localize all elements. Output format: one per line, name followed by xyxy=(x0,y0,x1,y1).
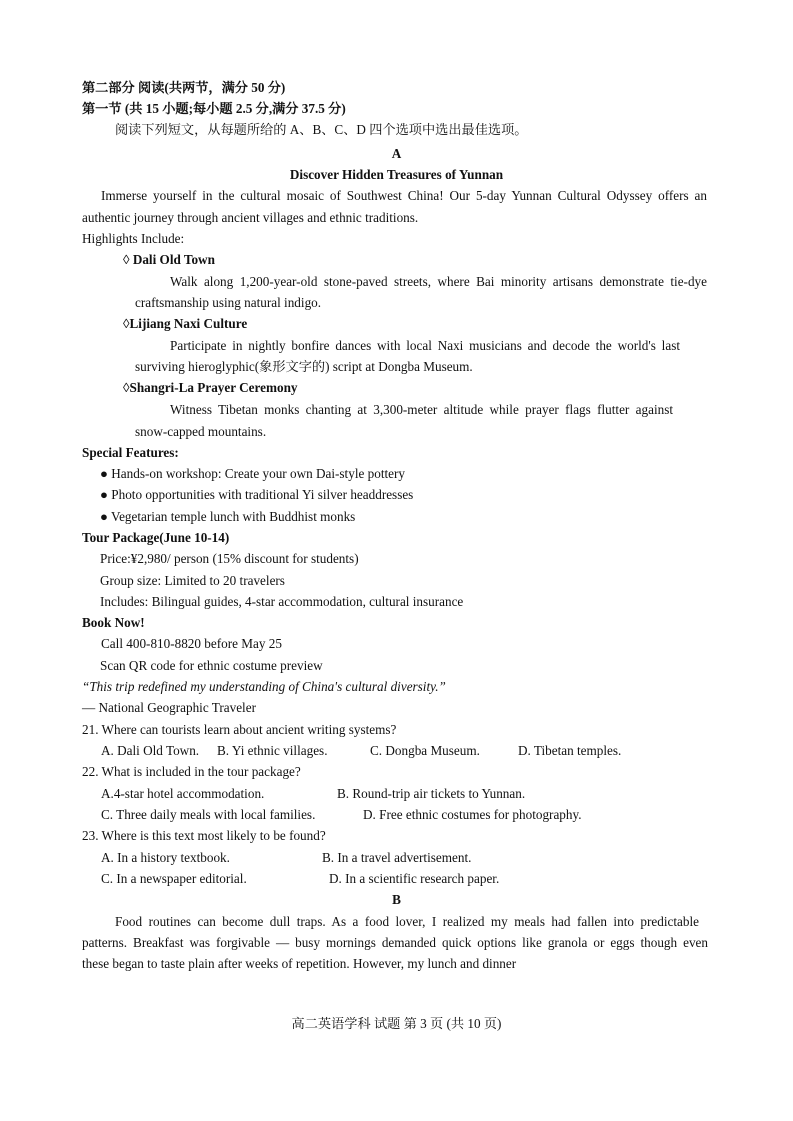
book-now-label: Book Now! xyxy=(82,615,145,630)
question-22-option-d: D. Free ethnic costumes for photography. xyxy=(363,807,582,822)
passage-a-intro-line-2: authentic journey through ancient villages and ethnic traditions. xyxy=(82,210,419,225)
passage-a-letter: A xyxy=(391,146,402,161)
highlight-title-lijiang: ◊Lijiang Naxi Culture xyxy=(123,316,248,331)
testimonial-quote: “This trip redefined my understanding of China's cultural diversity.” xyxy=(82,679,446,694)
book-scan-qr: Scan QR code for ethnic costume preview xyxy=(100,658,323,673)
question-22-stem: 22. What is included in the tour package? xyxy=(82,764,301,779)
instruction: 阅读下列短文，从每题所给的 A、B、C、D 四个选项中选出最佳选项。 xyxy=(115,122,528,137)
tour-package-group-size: Group size: Limited to 20 travelers xyxy=(100,573,285,588)
question-23-stem: 23. Where is this text most likely to be found? xyxy=(82,828,326,843)
tour-package-label: Tour Package(June 10-14) xyxy=(82,530,230,545)
testimonial-source: — National Geographic Traveler xyxy=(82,700,256,715)
highlight-dali-line-2: craftsmanship using natural indigo. xyxy=(135,295,322,310)
tour-package-includes: Includes: Bilingual guides, 4-star accommodation, cultural insurance xyxy=(100,594,464,609)
passage-b-line-2: patterns. Breakfast was forgivable — busy mornings demanded quick options like granola or eggs though even xyxy=(82,935,708,950)
question-22-option-b: B. Round-trip air tickets to Yunnan. xyxy=(337,786,526,801)
passage-a-title: Discover Hidden Treasures of Yunnan xyxy=(289,167,504,182)
question-23-option-c: C. In a newspaper editorial. xyxy=(101,871,247,886)
special-feature-item: ● Vegetarian temple lunch with Buddhist monks xyxy=(100,509,356,524)
question-22-option-a: A.4-star hotel accommodation. xyxy=(101,786,265,801)
special-feature-item: ● Photo opportunities with traditional Yi silver headdresses xyxy=(100,487,414,502)
tour-package-price: Price:¥2,980/ person (15% discount for students) xyxy=(100,551,359,566)
question-23-option-d: D. In a scientific research paper. xyxy=(329,871,500,886)
section-heading: 第一节 (共 15 小题;每小题 2.5 分,满分 37.5 分) xyxy=(82,101,346,116)
passage-a-intro-line-1: Immerse yourself in the cultural mosaic of Southwest China! Our 5-day Yunnan Cultural Odyssey offers an xyxy=(101,188,707,203)
highlight-dali-line-1: Walk along 1,200-year-old stone-paved streets, where Bai minority artisans demonstrate tie-dye xyxy=(170,274,707,289)
special-feature-item: ● Hands-on workshop: Create your own Dai-style pottery xyxy=(100,466,405,481)
special-features-label: Special Features: xyxy=(82,445,179,460)
passage-b-line-3: these began to taste plain after weeks of repetition. However, my lunch and dinner xyxy=(82,956,517,971)
question-23-option-b: B. In a travel advertisement. xyxy=(322,850,472,865)
question-23-option-a: A. In a history textbook. xyxy=(101,850,230,865)
passage-b-letter: B xyxy=(392,892,401,907)
question-21-option-c: C. Dongba Museum. xyxy=(370,743,480,758)
question-21-option-a: A. Dali Old Town. xyxy=(101,743,200,758)
highlight-title-dali: ◊ Dali Old Town xyxy=(123,252,215,267)
highlight-title-shangri-la: ◊Shangri-La Prayer Ceremony xyxy=(123,380,298,395)
question-21-option-d: D. Tibetan temples. xyxy=(518,743,622,758)
highlight-lijiang-line-2: surviving hieroglyphic(象形文字的) script at Dongba Museum. xyxy=(135,359,473,374)
question-21-option-b: B. Yi ethnic villages. xyxy=(217,743,328,758)
highlight-shangri-la-line-2: snow-capped mountains. xyxy=(135,424,267,439)
question-21-stem: 21. Where can tourists learn about ancient writing systems? xyxy=(82,722,397,737)
highlight-lijiang-line-1: Participate in nightly bonfire dances with local Naxi musicians and decode the world's last xyxy=(170,338,680,353)
highlight-shangri-la-line-1: Witness Tibetan monks chanting at 3,300-meter altitude while prayer flags flutter against xyxy=(170,402,673,417)
question-22-option-c: C. Three daily meals with local families. xyxy=(101,807,316,822)
book-call: Call 400-810-8820 before May 25 xyxy=(101,636,282,651)
part-heading: 第二部分 阅读(共两节，满分 50 分) xyxy=(82,80,286,95)
highlights-label: Highlights Include: xyxy=(82,231,185,246)
passage-b-line-1: Food routines can become dull traps. As a food lover, I realized my meals had fallen into predictable xyxy=(115,914,699,929)
page-footer: 高二英语学科 试题 第 3 页 (共 10 页) xyxy=(291,1016,502,1031)
